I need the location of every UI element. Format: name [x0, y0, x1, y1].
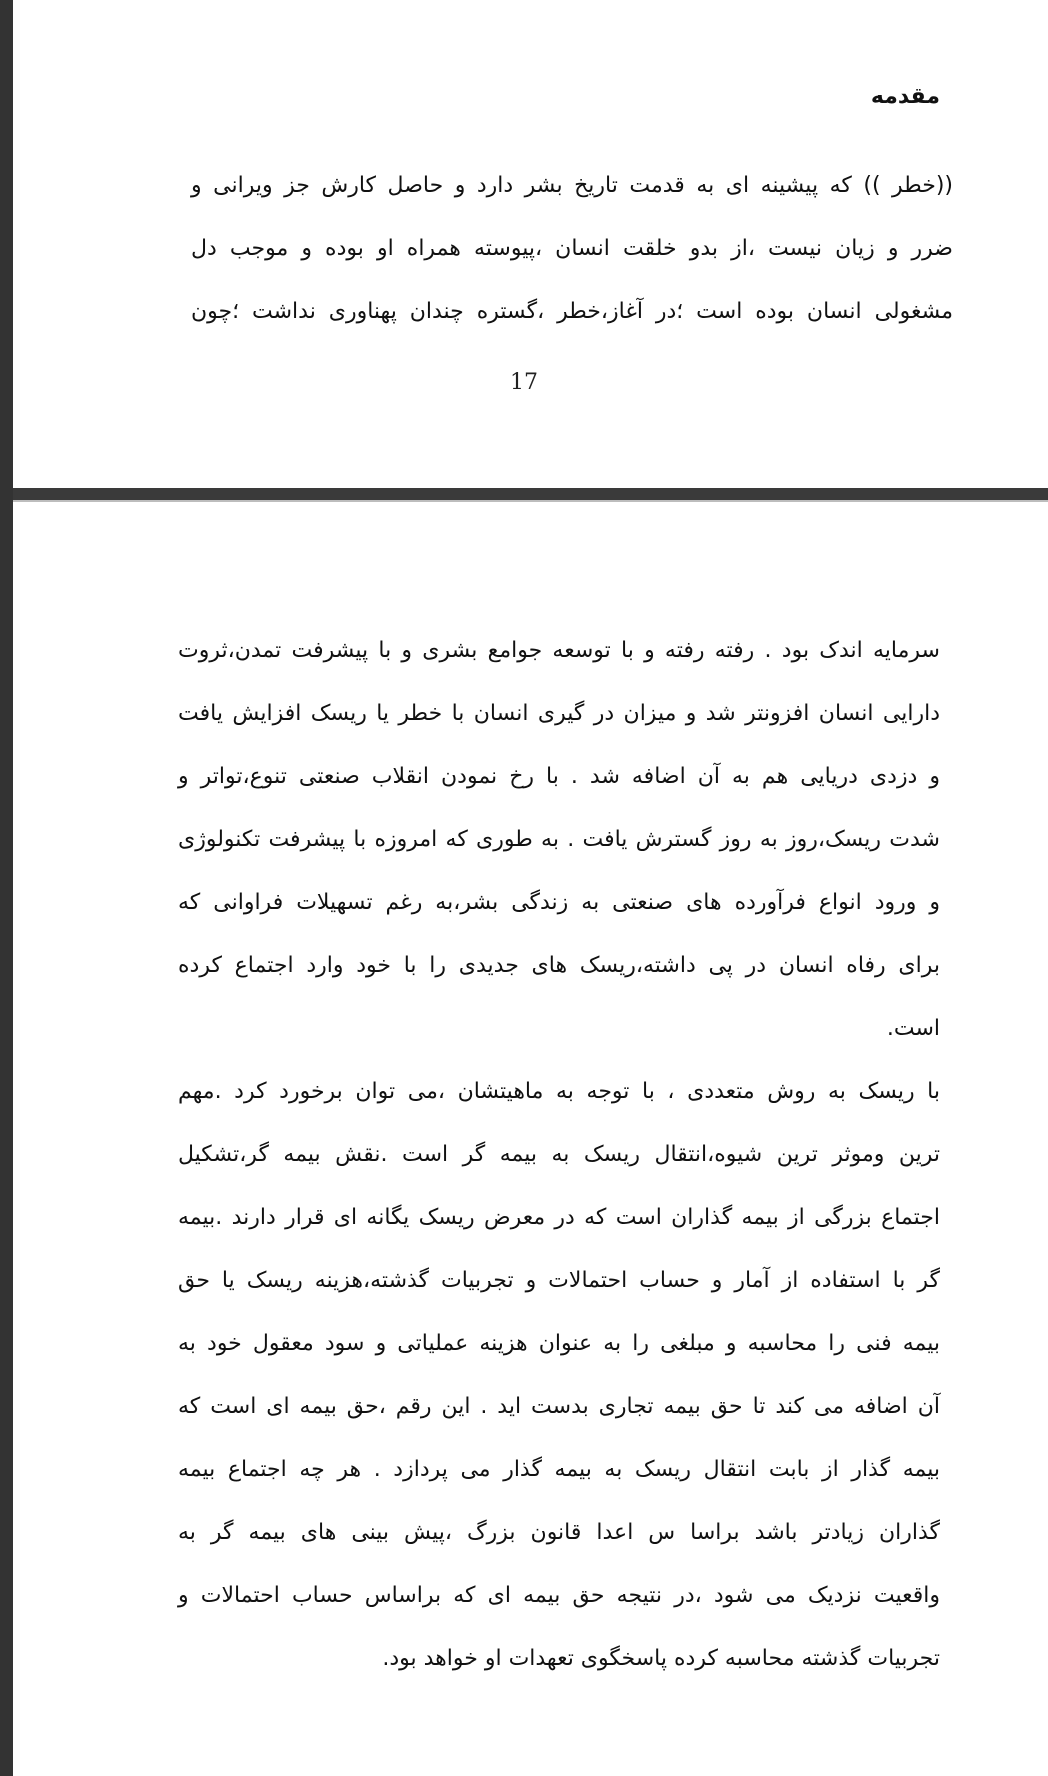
text-line: گر با استفاده از آمار و حساب احتمالات و تجربیات گذشته،هزینه ریسک یا حق — [178, 1268, 940, 1293]
text-line: برای رفاه انسان در پی داشته،ریسک های جدیدی را با خود وارد اجتماع کرده — [178, 953, 940, 978]
text-line: واقعیت نزدیک می شود ،در نتیجه حق بیمه ای که براساس حساب احتمالات و — [178, 1583, 940, 1608]
paragraph-risk-history — [178, 619, 940, 1060]
text-line: اجتماع بزرگی از بیمه گذاران است که در معرض ریسک یگانه ای قرار دارند .بیمه — [178, 1205, 940, 1230]
text-line: ضرر و زیان نیست ،از بدو خلقت انسان ،پیوسته همراه او بوده و موجب دل — [191, 236, 953, 261]
text-line: تجربیات گذشته محاسبه کرده پاسخگوی تعهدات او خواهد بود. — [382, 1646, 940, 1671]
document-page-17 — [13, 0, 1048, 488]
text-line: دارایی انسان افزونتر شد و میزان در گیری انسان با خطر یا ریسک افزایش یافت — [178, 701, 940, 726]
text-line: است. — [886, 1016, 940, 1041]
text-line: بیمه فنی را محاسبه و مبلغی را به عنوان هزینه عملیاتی و سود معقول خود به — [178, 1331, 940, 1356]
viewer-left-border — [0, 0, 13, 1776]
intro-paragraph — [191, 154, 953, 343]
text-line: شدت ریسک،روز به روز گسترش یافت . به طوری که امروزه با پیشرفت تکنولوژی — [178, 827, 940, 852]
text-line: ترین وموثر ترین شیوه،انتقال ریسک به بیمه گر است .نقش بیمه گر،تشکیل — [178, 1142, 940, 1167]
text-line: مشغولی انسان بوده است ؛در آغاز،خطر ،گستره چندان پهناوری نداشت ؛چون — [191, 299, 953, 324]
text-line: سرمایه اندک بود . رفته رفته و با توسعه جوامع بشری و با پیشرفت تمدن،ثروت — [178, 638, 940, 663]
paragraph-risk-transfer — [178, 1060, 940, 1690]
text-line: ((خطر )) که پیشینه ای به قدمت تاریخ بشر دارد و حاصل کارش جز ویرانی و — [191, 173, 953, 198]
page-separator — [13, 488, 1048, 502]
text-line: آن اضافه می کند تا حق بیمه تجاری بدست اید . این رقم ،حق بیمه ای است که — [178, 1394, 940, 1419]
text-line: بیمه گذار از بابت انتقال ریسک به بیمه گذار می پردازد . هر چه اجتماع بیمه — [178, 1457, 940, 1482]
text-line: و ورود انواع فرآورده های صنعتی به زندگی بشر،به رغم تسهیلات فراوانی که — [178, 890, 940, 915]
page-number: 17 — [510, 370, 538, 395]
section-heading: مقدمه — [870, 84, 940, 109]
text-line: با ریسک به روش متعددی ، با توجه به ماهیتشان ،می توان برخورد کرد .مهم — [178, 1079, 940, 1104]
text-line: و دزدی دریایی هم به آن اضافه شد . با رخ نمودن انقلاب صنعتی تنوع،تواتر و — [178, 764, 940, 789]
text-line: گذاران زیادتر باشد براسا س اعدا قانون بزرگ ،پیش بینی های بیمه گر به — [178, 1520, 940, 1545]
